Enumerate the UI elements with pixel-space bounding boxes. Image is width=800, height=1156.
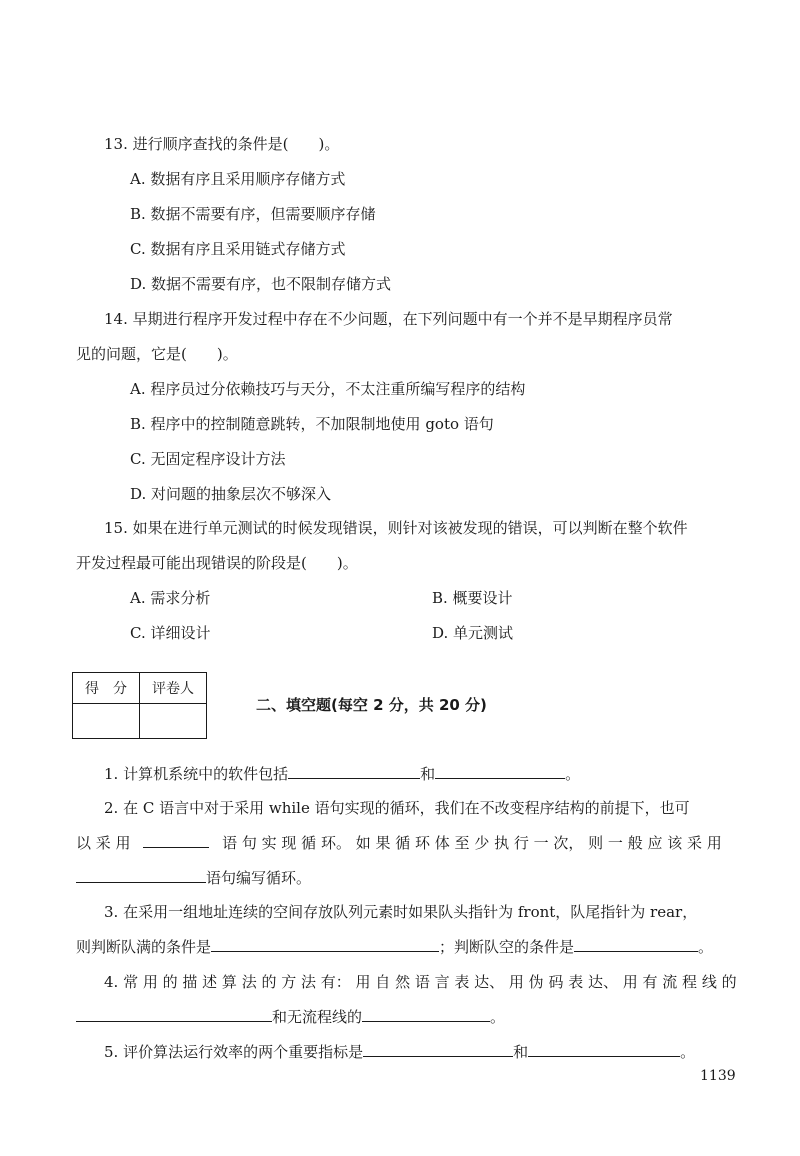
q13-option-b: B. 数据不需要有序，但需要顺序存储 [130,205,376,223]
fill5-mid: 和 [513,1043,529,1061]
q13-stem: 13. 进行顺序查找的条件是( )。 [104,135,340,153]
q15-stem-line1: 15. 如果在进行单元测试的时候发现错误，则针对该被发现的错误，可以判断在整个软件 [104,519,688,537]
fill5-blank-1 [363,1042,513,1057]
score-table [72,672,207,739]
q14-option-c: C. 无固定程序设计方法 [130,450,286,468]
fill4-line2 [76,1007,505,1027]
fill4-blank-2 [362,1007,490,1022]
q14-stem-line2: 见的问题，它是( )。 [76,345,238,363]
fill4-line2-post: 。 [490,1008,506,1026]
fill3-line2-post: 。 [698,938,714,956]
fill2-line3 [76,868,311,888]
fill1-blank-2 [435,764,565,779]
q14-option-d: D. 对问题的抽象层次不够深入 [130,485,332,503]
fill2-blank-2 [76,868,206,883]
q13-option-c: C. 数据有序且采用链式存储方式 [130,240,346,258]
fill3-line1: 3. 在采用一组地址连续的空间存放队列元素时如果队头指针为 front，队尾指针为 rear， [104,903,698,921]
q15-stem-line2: 开发过程最可能出现错误的阶段是( )。 [76,554,358,572]
q15-option-d: D. 单元测试 [432,624,514,642]
fill1-post: 。 [565,765,581,783]
score-header: 得 分 [73,673,140,704]
fill2-line2-pre: 以 采 用 [76,834,131,852]
fill2-line2 [76,833,722,853]
fill-question-5 [104,1042,695,1062]
fill4-line2-mid: 和无流程线的 [272,1008,363,1026]
q13-option-a: A. 数据有序且采用顺序存储方式 [130,170,346,188]
section-title: 二、填空题(每空 2 分，共 20 分) [256,696,487,714]
fill1-blank-1 [288,764,420,779]
q15-option-c: C. 详细设计 [130,624,211,642]
q15-option-a: A. 需求分析 [130,589,211,607]
fill2-line2-post: 语 句 实 现 循 环。 如 果 循 环 体 至 少 执 行 一 次， 则 一 般 应 该 采 用 [222,834,722,852]
q15-option-b: B. 概要设计 [432,589,513,607]
fill5-pre: 5. 评价算法运行效率的两个重要指标是 [104,1043,364,1061]
fill2-blank-1 [143,833,209,848]
q14-option-b: B. 程序中的控制随意跳转，不加限制地使用 goto 语句 [130,415,494,433]
fill1-mid: 和 [420,765,436,783]
q13-option-d: D. 数据不需要有序，也不限制存储方式 [130,275,392,293]
score-cell [73,704,140,739]
q14-stem-line1: 14. 早期进行程序开发过程中存在不少问题，在下列问题中有一个并不是早期程序员常 [104,310,673,328]
fill4-blank-1 [76,1007,272,1022]
fill1-pre: 1. 计算机系统中的软件包括 [104,765,289,783]
fill4-line1: 4. 常 用 的 描 述 算 法 的 方 法 有： 用 自 然 语 言 表 达、 用 伪 码 表 达、 用 有 流 程 线 的 [104,973,737,991]
grader-header: 评卷人 [140,673,207,704]
fill3-line2 [76,937,713,957]
fill3-blank-2 [574,937,698,952]
fill5-post: 。 [680,1043,696,1061]
page-number: 1139 [700,1068,736,1084]
fill3-line2-mid: ；判断队空的条件是 [439,938,575,956]
q14-option-a: A. 程序员过分依赖技巧与天分，不太注重所编写程序的结构 [130,380,526,398]
fill3-line2-pre: 则判断队满的条件是 [76,938,212,956]
fill2-line3-post: 语句编写循环。 [206,869,312,887]
fill-question-1 [104,764,580,784]
fill2-line1: 2. 在 C 语言中对于采用 while 语句实现的循环，我们在不改变程序结构的前提下，也可 [104,799,690,817]
grader-cell [140,704,207,739]
fill5-blank-2 [528,1042,680,1057]
fill3-blank-1 [211,937,439,952]
